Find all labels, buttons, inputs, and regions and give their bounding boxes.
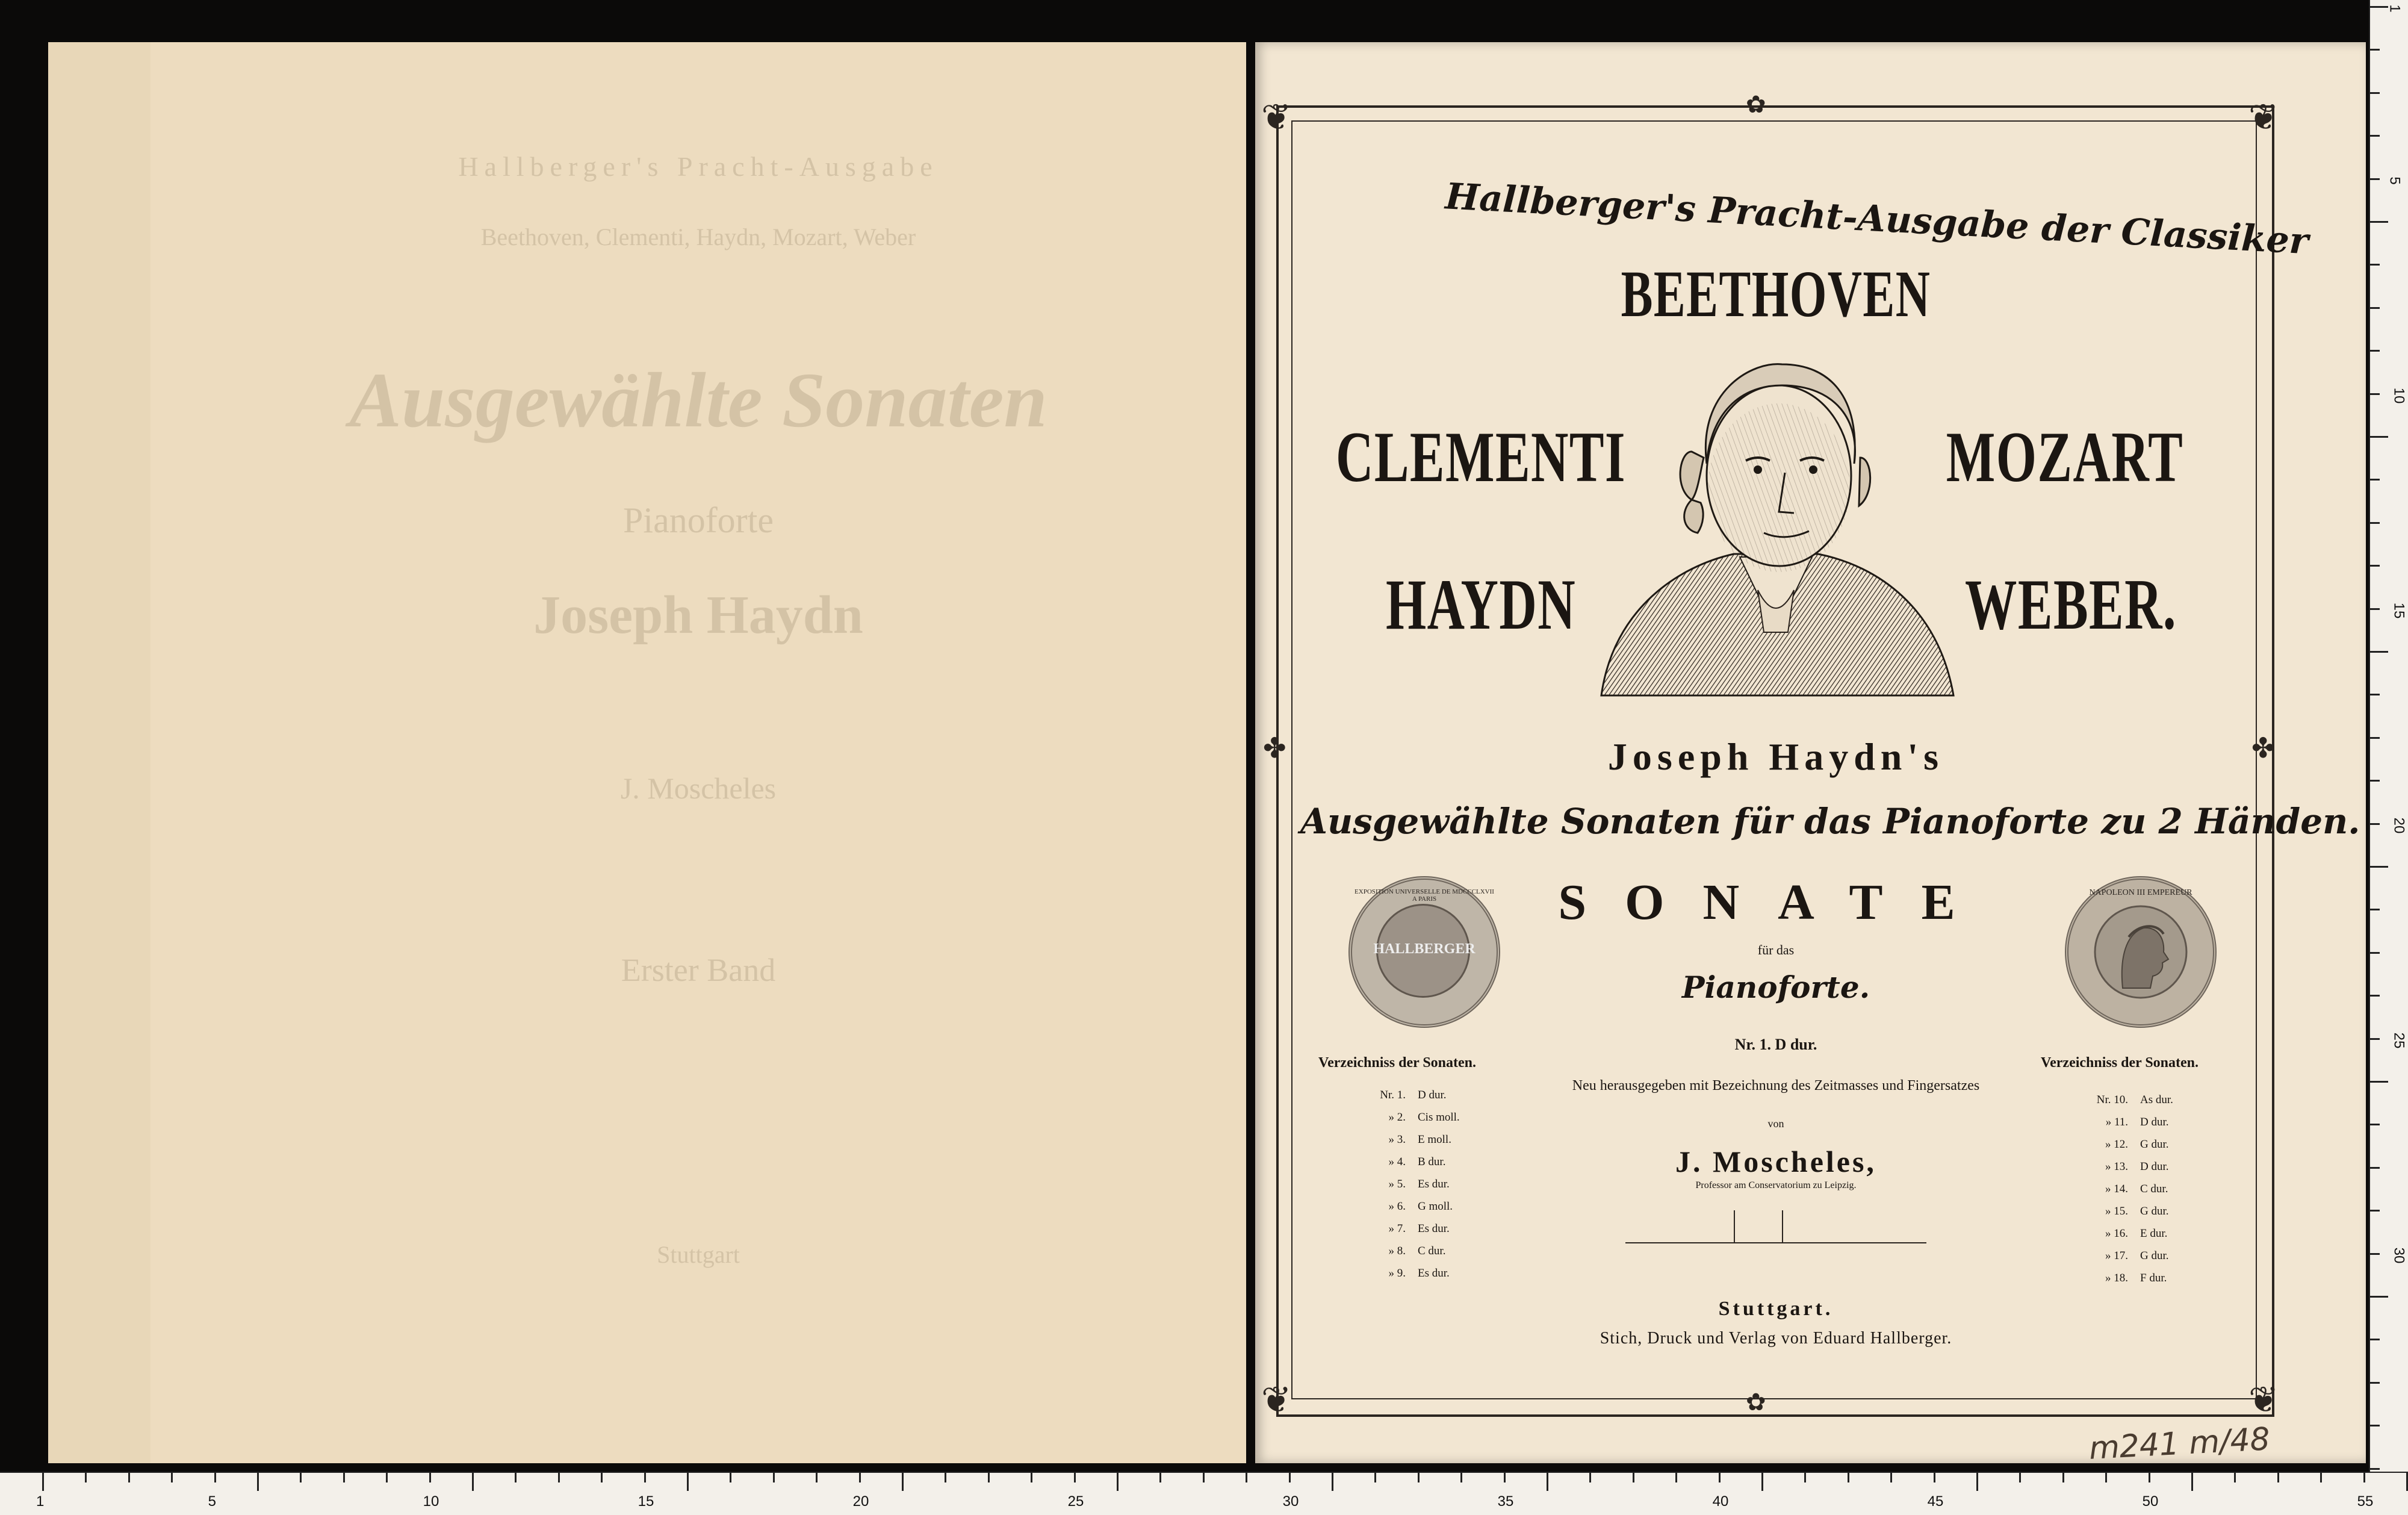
ghost-composers: Beethoven, Clementi, Haydn, Mozart, Weber [480,223,916,250]
list-item-number: » 13. [2105,1160,2128,1173]
ruler-tick [2370,264,2380,266]
ruler-tick [2234,1473,2236,1482]
list-item-key: Cis moll. [1418,1111,1460,1124]
list-item-number: » 17. [2105,1249,2128,1262]
ruler-tick [85,1473,87,1482]
composer-weber: WEBER. [1965,564,2177,644]
ruler-tick [1460,1473,1462,1482]
ruler-tick [1675,1473,1677,1482]
ruler-tick [2370,1339,2380,1340]
ruler-tick [2370,909,2380,910]
medal-left-ring: EXPOSITION UNIVERSELLE DE MDCCCLXVII A PARIS [1354,888,1494,903]
ruler-bottom-label: 15 [638,1493,654,1510]
list-item [2080,1267,2173,1289]
ruler-tick [945,1473,946,1482]
ghost-moscheles: J. Moscheles [620,771,777,805]
portrait-image [1577,349,1975,698]
ruler-tick [1934,1473,1935,1482]
list-item-number: » 16. [2105,1227,2128,1240]
medal-left-text: HALLBERGER [1373,941,1476,957]
title-main: Joseph Haydn's [1607,735,1944,778]
list-item-number: » 7. [1388,1222,1406,1235]
list-item-number: » 14. [2105,1183,2128,1195]
ruler-tick [2370,608,2380,610]
list-item [1358,1173,1460,1195]
ruler-tick [1589,1473,1591,1482]
list-item [1358,1195,1460,1218]
ruler-tick [2370,92,2380,94]
ruler-tick [1418,1473,1420,1482]
list-item-key: C dur. [2140,1183,2168,1195]
ruler-right-label: 10 [2391,387,2407,403]
ruler-tick [1289,1473,1291,1482]
ornament-top-center-icon: ✿ [1746,91,1766,118]
list-item [2080,1111,2173,1133]
list-item [1358,1218,1460,1240]
ruler-tick [730,1473,731,1482]
ruler-tick [988,1473,990,1482]
list-item [2080,1156,2173,1178]
ruler-tick [1976,1473,1978,1491]
ruler-tick [2370,6,2388,8]
ruler-right-label: 5 [2386,176,2403,185]
series-title: Hallberger's Pracht-Ausgabe der Classiker [1444,175,2310,263]
list-item-number: » 8. [1388,1245,1406,1257]
ruler-tick [2370,866,2388,868]
composer-clementi: CLEMENTI [1336,417,1626,497]
ruler-tick [2019,1473,2021,1482]
ruler-bottom-label: 30 [1282,1493,1299,1510]
list-item-number: Nr. 1. [1380,1089,1406,1101]
ruler-tick [386,1473,388,1482]
publisher: Stich, Druck und Verlag von Eduard Hallberger. [1600,1329,1952,1348]
list-item [2080,1222,2173,1245]
list-item-key: G moll. [1418,1200,1453,1213]
list-right-heading: Verzeichniss der Sonaten. [2041,1055,2199,1071]
ornament-top-left-icon: ❦ [1261,98,1292,137]
ruler-bottom-label: 35 [1497,1493,1514,1510]
sonate-heading: SONATE [1558,874,1994,930]
list-item-number: » 5. [1388,1178,1406,1190]
ruler-tick [2370,522,2380,524]
ruler-bottom-label: 40 [1712,1493,1729,1510]
ruler-tick [1117,1473,1119,1491]
ruler-tick [2370,1124,2380,1125]
ruler-bottom-label: 50 [2142,1493,2159,1510]
list-item [1358,1084,1460,1106]
ruler-bottom-label: 10 [423,1493,439,1510]
ruler-tick [472,1473,474,1491]
list-item-number: Nr. 10. [2096,1093,2128,1106]
ruler-tick [1203,1473,1205,1482]
ruler-tick [1848,1473,1849,1482]
list-item-key: G dur. [2140,1205,2169,1218]
ruler-tick [2105,1473,2107,1482]
composer-beethoven: BEETHOVEN [1621,257,1931,331]
ruler-tick [300,1473,302,1482]
list-item-key: Es dur. [1418,1267,1450,1280]
ghost-pianoforte: Pianoforte [623,500,774,540]
medal-right-ring: NAPOLEON III EMPEREUR [2089,888,2192,897]
ruler-tick [171,1473,173,1482]
ruler-tick [1159,1473,1161,1482]
list-item [1358,1151,1460,1173]
ruler-tick [2277,1473,2279,1482]
ruler-tick [1719,1473,1721,1482]
editor-title: Professor am Conservatorium zu Leipzig. [1695,1180,1857,1190]
ruler-tick [859,1473,861,1482]
ruler-tick [1804,1473,1806,1482]
fuer-das: für das [1757,942,1795,957]
list-item-key: D dur. [2140,1116,2169,1128]
ruler-right-label: 20 [2391,817,2407,833]
list-item-key: C dur. [1418,1245,1446,1257]
edited-line: Neu herausgegeben mit Bezeichnung des Zeitmasses und Fingersatzes [1572,1078,1980,1093]
list-item [1358,1106,1460,1128]
ghost-stuttgart: Stuttgart [657,1241,740,1268]
list-left [1358,1084,1460,1284]
list-item-key: G dur. [2140,1138,2169,1151]
ruler-tick [2320,1473,2322,1482]
ruler-tick [644,1473,646,1482]
list-item [1358,1128,1460,1151]
handwritten-shelfmark: m241 m/48 [2088,1421,2271,1467]
ruler-tick [2370,995,2380,997]
ruler-tick [1633,1473,1634,1482]
composer-haydn: HAYDN [1385,564,1577,644]
ruler-tick [687,1473,689,1491]
ruler-right-label: 30 [2391,1247,2407,1263]
ruler-tick [2363,1473,2365,1482]
list-right [2080,1089,2173,1289]
ruler-tick [2370,651,2388,653]
ruler-tick [2370,221,2388,223]
list-item [1358,1262,1460,1284]
ruler-tick [902,1473,904,1491]
ruler-tick [1374,1473,1376,1482]
ghost-erster: Erster Band [621,952,776,988]
list-item-number: » 9. [1388,1267,1406,1280]
ornament-bottom-right-icon: ❦ [2248,1380,2279,1420]
ruler-right-label: 15 [2391,602,2407,618]
composer-mozart: MOZART [1946,417,2184,497]
ruler-tick [2370,178,2380,180]
medal-left [1348,876,1500,1028]
ruler-tick [2370,1038,2380,1040]
title-sub: Ausgewählte Sonaten für das Pianoforte zu 2 Händen. [1300,801,2360,842]
list-item-number: » 6. [1388,1200,1406,1213]
ruler-tick [1074,1473,1076,1482]
ruler-tick [429,1473,431,1482]
ruler-tick [2370,952,2380,954]
ruler-right [2369,0,2408,1472]
ornament-mid-left-icon: ✤ [1263,733,1286,764]
ruler-bottom-label: 55 [2357,1493,2374,1510]
ruler-right-label: 25 [2391,1032,2407,1048]
ruler-bottom-label: 45 [1927,1493,1944,1510]
ruler-tick [1504,1473,1506,1482]
ruler-tick [1332,1473,1333,1491]
ruler-tick [214,1473,216,1482]
ruler-bottom-label: 20 [852,1493,869,1510]
list-item-key: As dur. [2140,1093,2173,1106]
city: Stuttgart. [1718,1298,1834,1320]
list-item [2080,1133,2173,1156]
ruler-tick [2370,49,2380,51]
list-item [2080,1178,2173,1200]
divider-tick-right [1782,1210,1783,1243]
list-item-number: » 3. [1388,1133,1406,1146]
ruler-tick [1890,1473,1892,1482]
ruler-tick [2370,694,2380,695]
list-item [2080,1200,2173,1222]
list-item-number: » 2. [1388,1111,1406,1124]
ruler-tick [2370,823,2380,825]
list-item-key: Es dur. [1418,1178,1450,1190]
ruler-tick [2370,393,2380,395]
ghost-series-title: Hallberger's Pracht-Ausgabe [458,151,939,182]
list-item-key: E dur. [2140,1227,2168,1240]
ghost-sonaten: Ausgewählte Sonaten [349,357,1047,444]
left-page [48,42,1246,1463]
pianoforte: Pianoforte. [1681,969,1870,1005]
ruler-tick [1761,1473,1763,1491]
ruler-tick [2370,565,2380,567]
ruler-tick [515,1473,517,1482]
ruler-tick [2191,1473,2193,1491]
ruler-tick [1246,1473,1247,1482]
list-item-key: F dur. [2140,1272,2167,1284]
ruler-tick [2370,1081,2388,1083]
ruler-tick [2370,1468,2380,1470]
ruler-tick [128,1473,130,1482]
ruler-tick [2062,1473,2064,1482]
ruler-tick [1547,1473,1548,1491]
ornament-bottom-center-icon: ✿ [1746,1389,1766,1416]
list-item-number: » 18. [2105,1272,2128,1284]
list-item-key: G dur. [2140,1249,2169,1262]
von: von [1767,1118,1784,1130]
list-left-heading: Verzeichniss der Sonaten. [1318,1055,1477,1071]
ruler-tick [2370,307,2380,309]
list-item-number: » 4. [1388,1156,1406,1168]
list-item [2080,1245,2173,1267]
ruler-bottom [0,1472,2408,1515]
list-item-key: D dur. [1418,1089,1447,1101]
ruler-tick [343,1473,345,1482]
ruler-bottom-label: 25 [1067,1493,1084,1510]
ruler-bottom-label: 5 [208,1493,216,1510]
list-item-key: Es dur. [1418,1222,1450,1235]
ruler-tick [2370,479,2380,481]
list-item-key: D dur. [2140,1160,2169,1173]
list-item-number: » 11. [2105,1116,2128,1128]
ruler-tick [1031,1473,1032,1482]
sonata-number: Nr. 1. D dur. [1734,1036,1817,1053]
ornament-mid-right-icon: ✤ [2251,733,2275,764]
ruler-tick [42,1473,44,1491]
ruler-tick [2370,1296,2388,1298]
ruler-tick [2149,1473,2150,1482]
list-item-number: » 15. [2105,1205,2128,1218]
medal-right-profile-icon [2093,904,2189,1000]
ruler-tick [257,1473,259,1491]
ruler-bottom-label: 1 [36,1493,45,1510]
divider-tick-left [1734,1210,1735,1243]
ruler-tick [2370,1210,2380,1212]
ornament-bottom-left-icon: ❦ [1261,1380,1292,1420]
ruler-tick [773,1473,775,1482]
ruler-tick [2370,350,2380,352]
ornament-top-right-icon: ❦ [2248,98,2279,137]
list-item [1358,1240,1460,1262]
ruler-tick [2370,1425,2380,1426]
ghost-haydn: Joseph Haydn [533,585,863,645]
ruler-tick [2370,135,2380,137]
ruler-right-label: 1 [2386,4,2403,13]
ruler-tick [601,1473,603,1482]
ruler-tick [2370,1253,2380,1255]
list-item-key: B dur. [1418,1156,1446,1168]
ruler-tick [2370,436,2388,438]
ruler-tick [2370,1167,2380,1169]
ruler-tick [558,1473,560,1482]
ruler-tick [2370,780,2380,782]
ruler-tick [816,1473,818,1482]
medal-right [2065,876,2217,1028]
ruler-tick [2370,737,2380,739]
divider-rule [1625,1242,1926,1243]
list-item [2080,1089,2173,1111]
ruler-tick [2370,1382,2380,1384]
editor-name: J. Moscheles, [1675,1145,1876,1178]
list-item-number: » 12. [2105,1138,2128,1151]
list-item-key: E moll. [1418,1133,1451,1146]
